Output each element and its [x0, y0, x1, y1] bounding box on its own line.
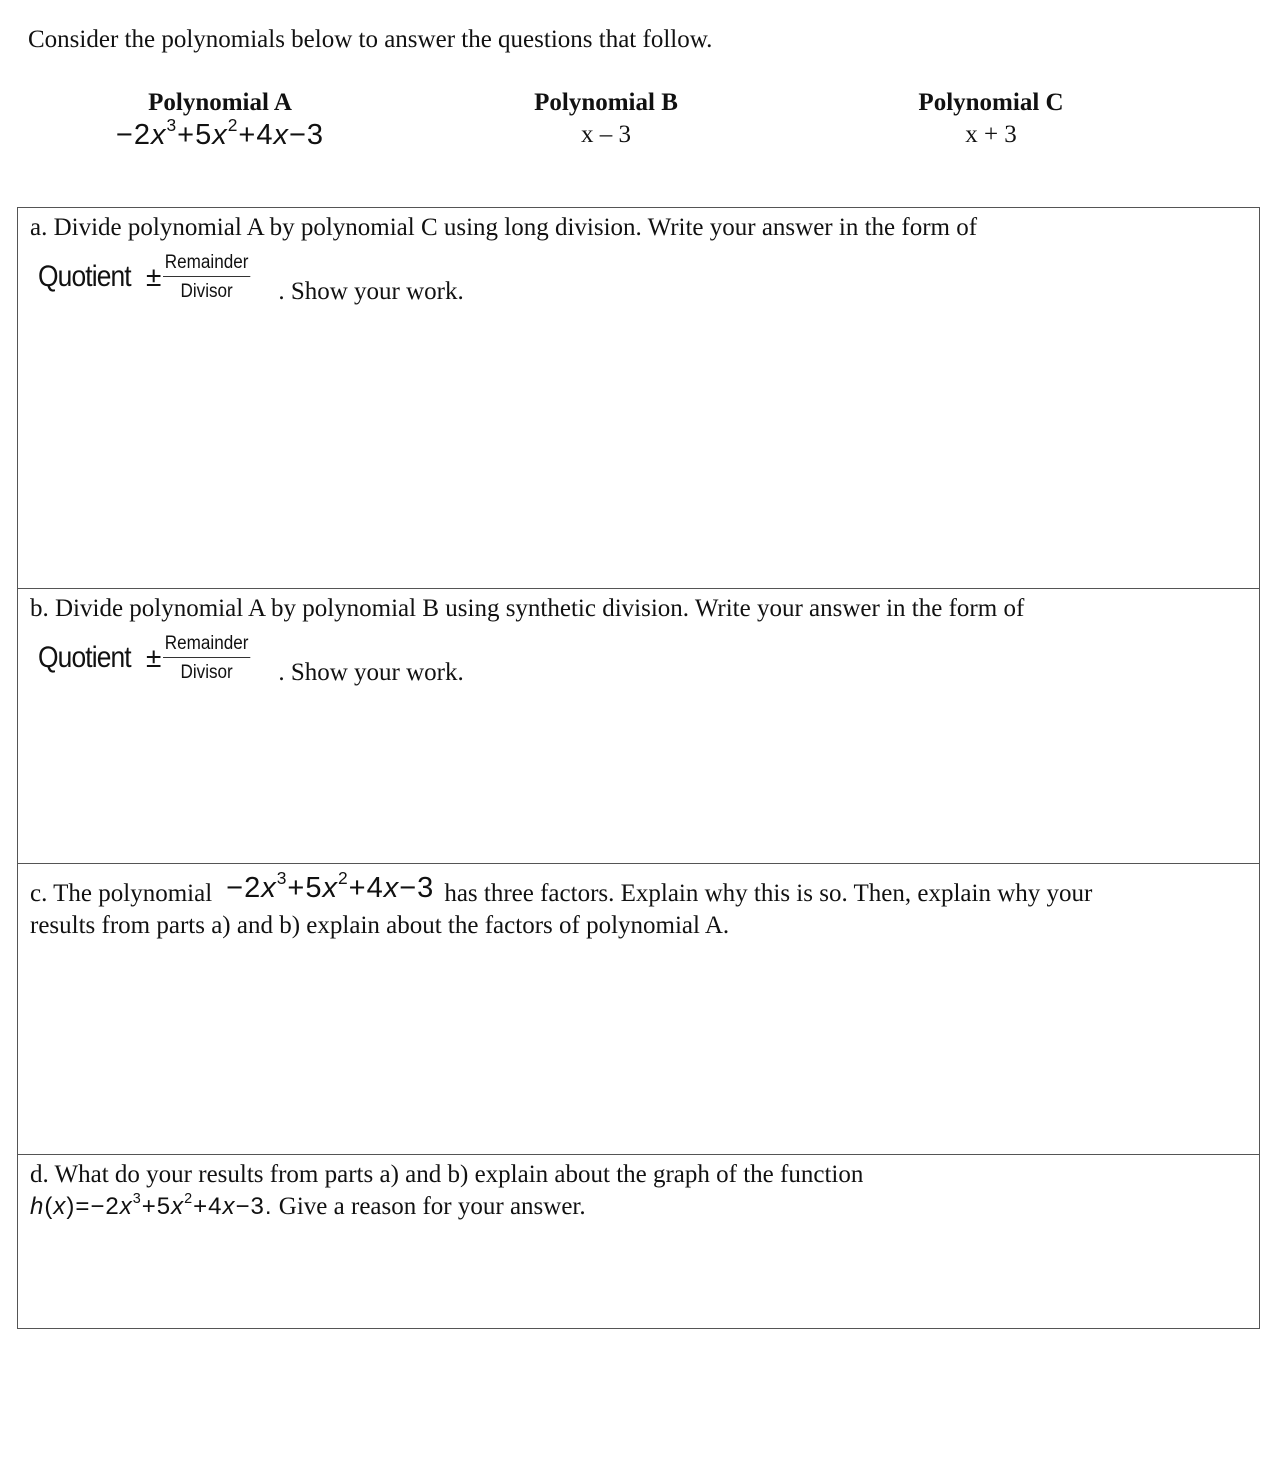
plus-minus-symbol: ±	[146, 261, 162, 292]
intro-text: Consider the polynomials below to answer the questions that follow.	[28, 26, 713, 53]
part-c-prefix: c. The polynomial	[30, 880, 213, 907]
part-d-function: $h(x)=-2x^3+5x^2+4x-3$.	[30, 1191, 273, 1220]
part-a-prompt: a. Divide polynomial A by polynomial C using long division. Write your answer in the form of	[30, 214, 978, 241]
polynomial-c-title: Polynomial C	[918, 89, 1064, 116]
part-c-suffix: has three factors. Explain why this is so. Then, explain why your	[444, 880, 1093, 907]
fraction	[163, 633, 250, 684]
answer-form-a	[30, 246, 1247, 308]
quotient-label: Quotient	[38, 260, 131, 293]
fraction	[163, 252, 250, 303]
part-d-line2	[30, 1191, 1247, 1223]
polynomial-b-expression: x – 3	[581, 121, 631, 148]
answer-box-d[interactable]	[18, 1155, 1259, 1328]
part-c-polynomial: $-2x^3+5x^2+4x-3$	[226, 868, 435, 904]
fraction-denominator: Divisor	[180, 280, 234, 302]
part-d-tail: Give a reason for your answer.	[278, 1193, 586, 1220]
part-c-line2: results from parts a) and b) explain about the factors of polynomial A.	[30, 912, 730, 939]
answer-box-a[interactable]	[18, 208, 1259, 589]
polynomial-a-title: Polynomial A	[148, 89, 292, 116]
polynomial-a-expression: $-2x^3+5x^2+4x-3$	[115, 115, 325, 151]
question-table	[17, 207, 1260, 1329]
part-d-line1: d. What do your results from parts a) and b) explain about the graph of the function	[30, 1161, 864, 1188]
fraction-numerator: Remainder	[163, 252, 250, 277]
part-c-line1	[30, 868, 1247, 910]
quotient-label: Quotient	[38, 641, 131, 674]
part-b-prompt: b. Divide polynomial A by polynomial B using synthetic division. Write your answer in the form of	[30, 595, 1025, 622]
polynomial-a	[70, 86, 370, 150]
answer-box-b[interactable]	[18, 589, 1259, 864]
polynomial-c-expression: x + 3	[965, 121, 1017, 148]
polynomial-b-title: Polynomial B	[534, 89, 678, 116]
polynomial-b	[456, 86, 756, 150]
answer-box-c[interactable]	[18, 864, 1259, 1155]
fraction-denominator: Divisor	[180, 661, 234, 683]
part-b-tail: . Show your work.	[278, 659, 464, 686]
answer-form-b	[30, 627, 1247, 689]
part-a-tail: . Show your work.	[278, 278, 464, 305]
fraction-numerator: Remainder	[163, 633, 250, 658]
polynomial-c	[841, 86, 1141, 150]
plus-minus-symbol: ±	[146, 642, 162, 673]
